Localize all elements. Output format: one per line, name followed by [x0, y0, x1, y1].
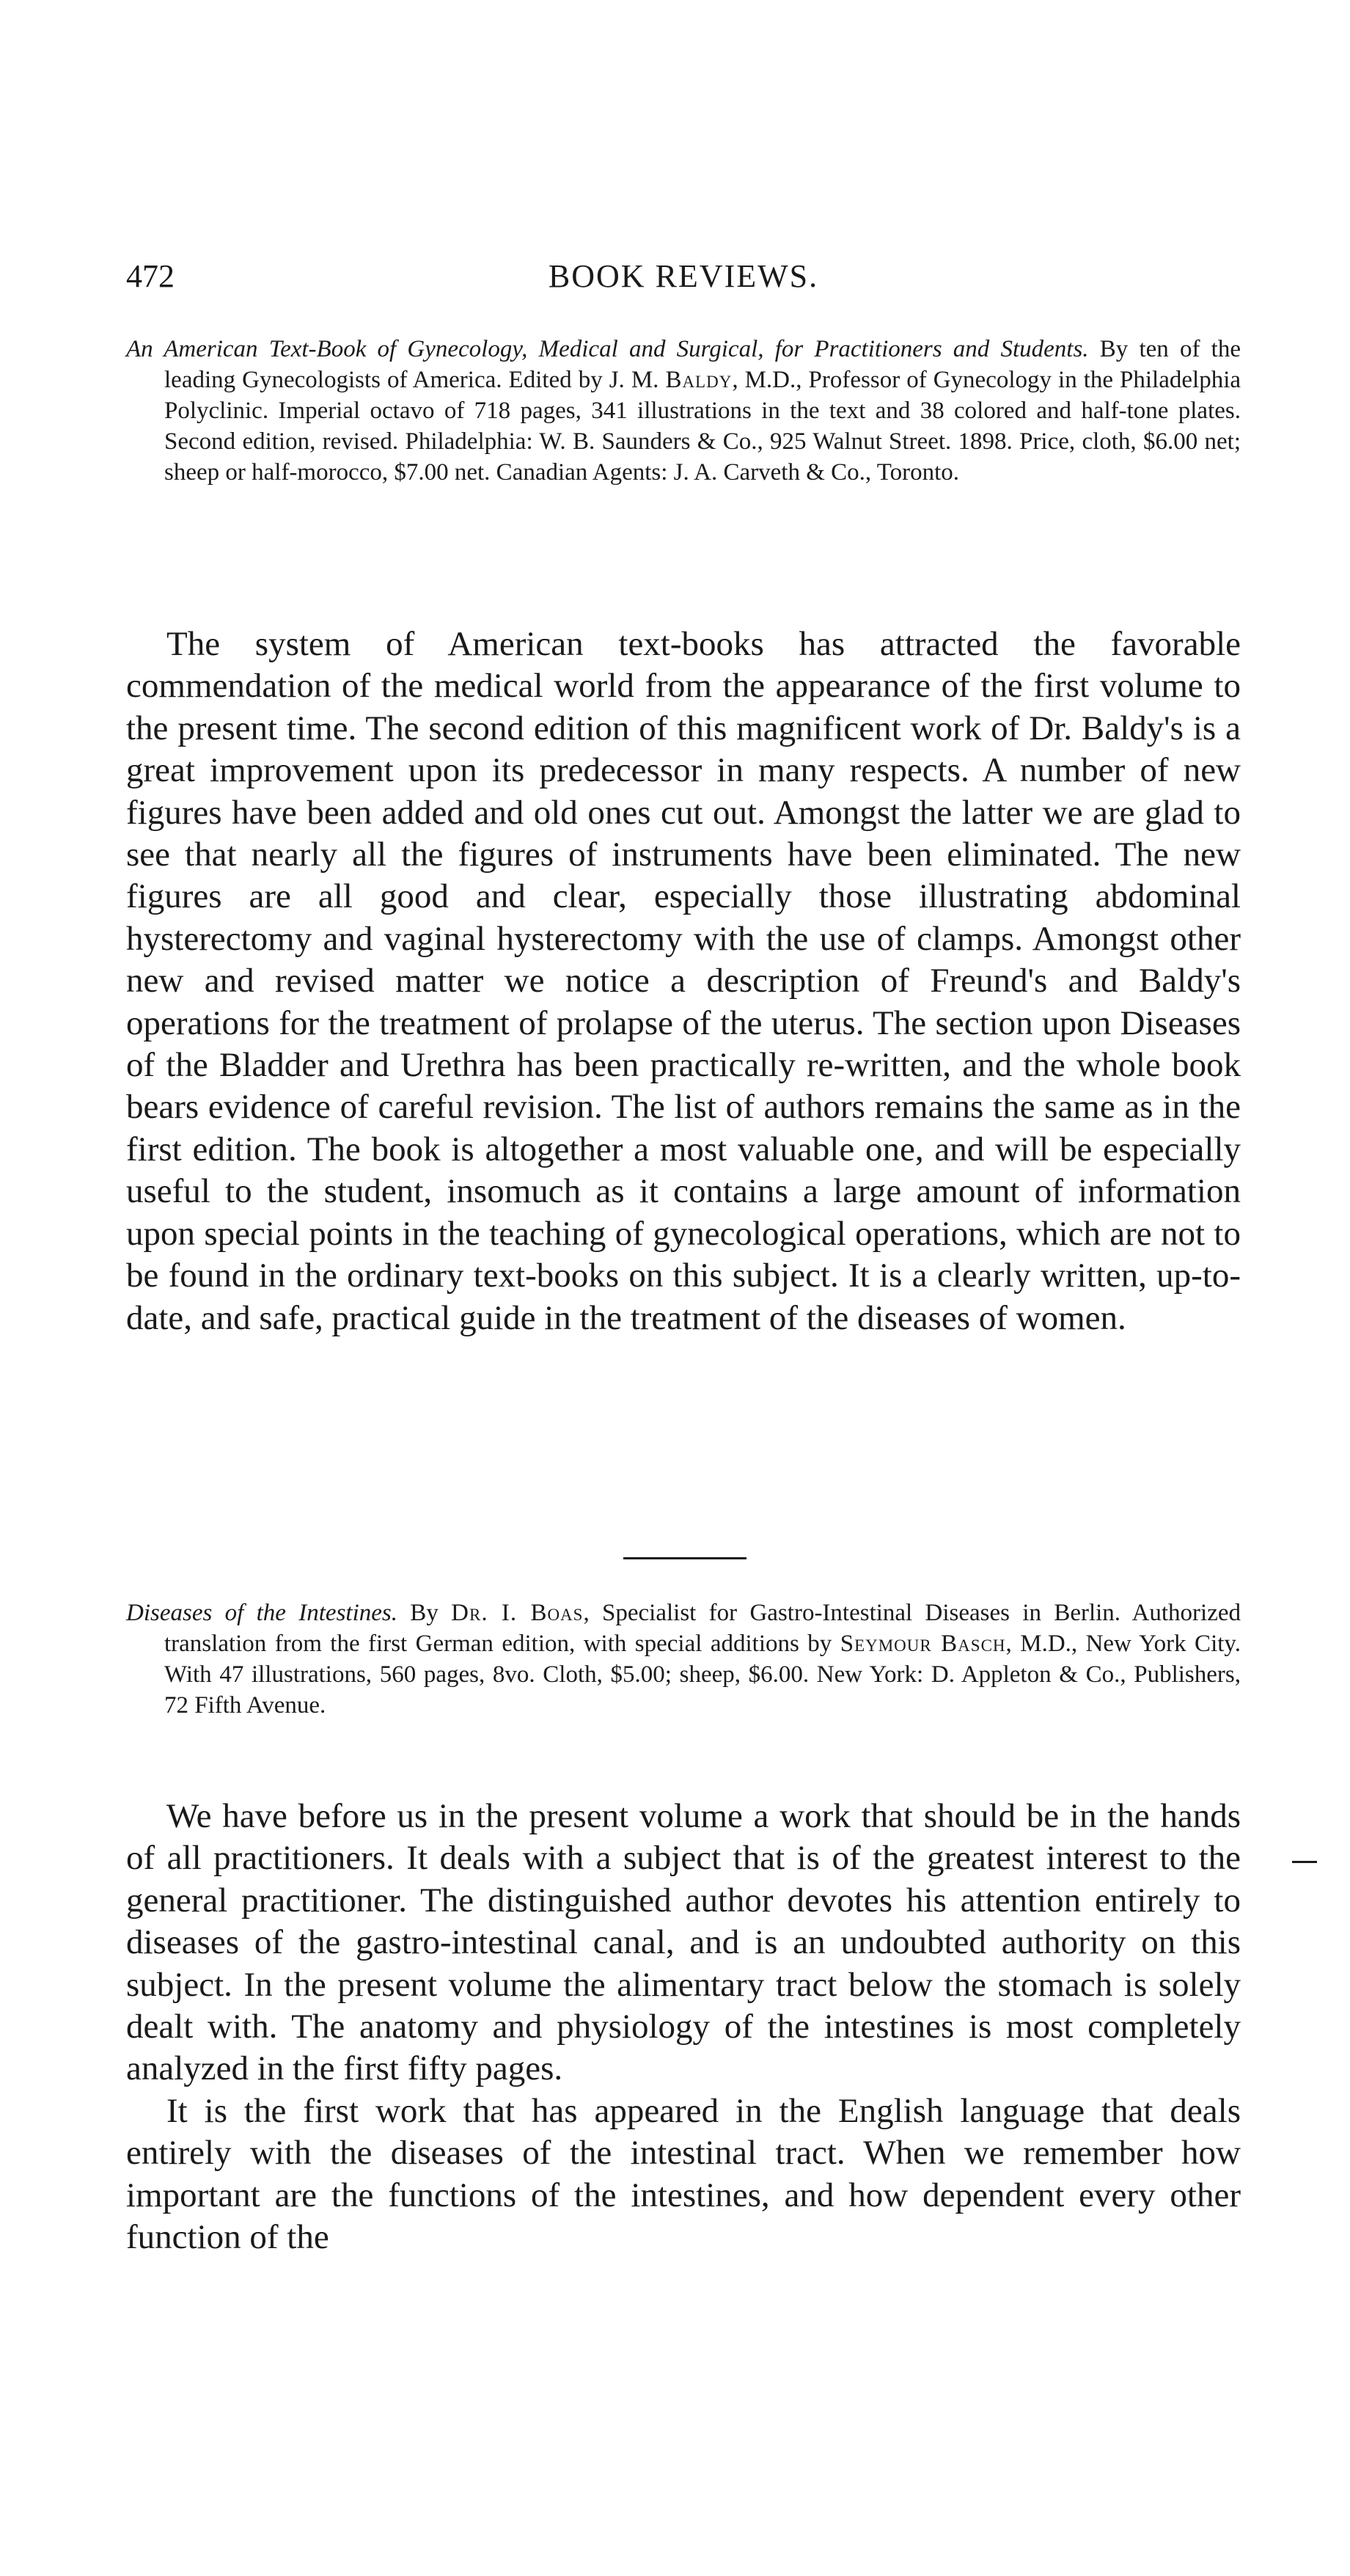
review-2-citation-text-3: , M.D., New York City. With 47 illustrations, 560 pages, 8vo. Cloth, $5.00; sheep, $6.00. New York: D. Appleton & Co., Publishers, 72 Fifth Avenue.	[164, 1631, 1241, 1719]
review-2-citation	[126, 1598, 1241, 1721]
section-divider	[623, 1557, 746, 1559]
review-1-editor-name: Baldy	[665, 367, 733, 393]
review-2-author-name: Dr. I. Boas	[451, 1600, 584, 1626]
page-header	[126, 258, 1241, 302]
review-1-body	[126, 623, 1241, 1339]
review-2-book-title: Diseases of the Intestines.	[126, 1600, 397, 1626]
review-1-book-title: An American Text-Book of Gynecology, Medical and Surgical, for Practitioners and Students.	[126, 336, 1089, 362]
review-2-body	[126, 1796, 1241, 2258]
review-1-citation-text: By ten of the leading Gynecologists of America. Edited by J. M.	[164, 336, 1241, 393]
review-2-citation-text: By	[397, 1600, 452, 1626]
running-head: BOOK REVIEWS.	[548, 258, 819, 294]
review-1-citation-text-2: , M.D., Professor of Gynecology in the Philadelphia Polyclinic. Imperial octavo of 718 pages, 341 illustrations in the text and 38 colored and half-tone plates. Second edition, revised. Philadelphia: W. B. Saunders & Co., 925 Walnut Street. 1898. Price, cloth, $6.00 net; sheep or half-morocco, $7.00 net. Canadian Agents: J. A. Carveth & Co., Toronto.	[164, 367, 1241, 486]
review-1-paragraph: The system of American text-books has attracted the favorable commendation of the medical world from the appearance of the first volume to the present time. The second edition of this magnificent work of Dr. Baldy's is a great improvement upon its predecessor in many respects. A number of new figures have been added and old ones cut out. Amongst the latter we are glad to see that nearly all the figures of instruments have been eliminated. The new figures are all good and clear, especially those illustrating abdominal hysterectomy and vaginal hysterectomy with the use of clamps. Amongst other new and revised matter we notice a description of Freund's and Baldy's operations for the treatment of prolapse of the uterus. The section upon Diseases of the Bladder and Urethra has been practically re-written, and the whole book bears evidence of careful revision. The list of authors remains the same as in the first edition. The book is altogether a most valuable one, and will be especially useful to the student, insomuch as it contains a large amount of information upon special points in the teaching of gynecological operations, which are not to be found in the ordinary text-books on this subject. It is a clearly written, up-to-date, and safe, practical guide in the treatment of the diseases of women.	[126, 625, 1241, 1337]
review-2-paragraph-2: It is the first work that has appeared in the English language that deals entirely with the diseases of the intestinal tract. When we remember how important are the functions of the intestines, and how dependent every other function of the	[126, 2091, 1241, 2257]
page-number: 472	[126, 258, 175, 294]
review-2-citation-text-2: , Specialist for Gastro-Intestinal Diseases in Berlin. Authorized translation from the first German edition, with special additions by	[164, 1600, 1241, 1657]
review-1-citation	[126, 334, 1241, 488]
margin-mark	[1292, 1861, 1317, 1863]
review-2-translator-name: Seymour Basch	[840, 1631, 1006, 1657]
review-2-paragraph-1: We have before us in the present volume a work that should be in the hands of all practitioners. It deals with a subject that is of the greatest interest to the general practitioner. The distinguished author devotes his attention entirely to diseases of the gastro-intestinal canal, and is an undoubted authority on this subject. In the present volume the alimentary tract below the stomach is solely dealt with. The anatomy and physiology of the intestines is most completely analyzed in the first fifty pages.	[126, 1797, 1241, 2088]
